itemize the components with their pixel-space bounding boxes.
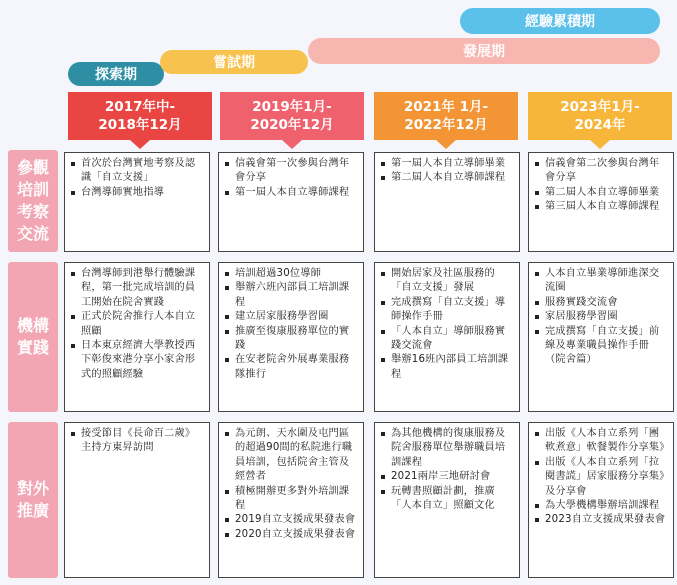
period-header: 2021年 1月- 2022年12月 <box>374 92 518 140</box>
period-header: 2023年1月- 2024年 <box>528 92 672 140</box>
event-list <box>69 267 205 382</box>
event-item: 第一屆人本自立導師畢業 <box>379 157 515 171</box>
event-item: 舉辦六班內部員工培訓課程 <box>223 281 359 310</box>
event-item: 第一屆人本自立導師課程 <box>223 186 359 200</box>
event-item: 推廣至復康服務單位的實踐 <box>223 325 359 354</box>
event-item: 正式於院舍推行人本自立照顧 <box>69 310 205 339</box>
event-list <box>223 157 359 200</box>
event-item: 出版《人本自立系列「拉閱書謊」居家服務分享集》及分享會 <box>533 456 669 499</box>
timeline-cell <box>218 152 364 252</box>
event-item: 信義會第二次參與台灣年會分享 <box>533 157 669 186</box>
event-item: 服務實踐交流會 <box>533 296 669 310</box>
event-item: 出版《人本自立系列「團軟煮意」軟餐製作分享集》 <box>533 427 669 456</box>
event-item: 第二屆人本自立導師課程 <box>379 171 515 185</box>
timeline-cell <box>374 152 520 252</box>
event-list <box>223 267 359 382</box>
event-list <box>533 427 669 528</box>
event-list <box>69 427 205 456</box>
phase-explore: 探索期 <box>68 62 164 86</box>
event-item: 接受節目《長命百二歲》主持方東昇訪問 <box>69 427 205 456</box>
row-label-practice: 機構 實踐 <box>8 262 58 412</box>
event-item: 建立居家服務學習圈 <box>223 310 359 324</box>
event-item: 人本自立畢業導師進深交流圈 <box>533 267 669 296</box>
event-item: 為其他機構的復康服務及院舍服務單位舉辦職員培訓課程 <box>379 427 515 470</box>
timeline-cell <box>218 262 364 412</box>
period-header: 2019年1月- 2020年12月 <box>220 92 364 140</box>
timeline-cell <box>528 422 674 578</box>
row-label-visits-training: 參觀 培訓 考察 交流 <box>8 150 58 252</box>
event-item: 在安老院舍外展專業服務隊推行 <box>223 353 359 382</box>
event-item: 家居服務學習圈 <box>533 310 669 324</box>
event-item: 開始居家及社區服務的「自立支援」發展 <box>379 267 515 296</box>
event-item: 積極開辦更多對外培訓課程 <box>223 485 359 514</box>
event-item: 玩轉書照顧計劃，推廣「人本自立」照顧文化 <box>379 485 515 514</box>
event-item: 「人本自立」導師服務實踐交流會 <box>379 325 515 354</box>
timeline-cell <box>64 152 210 252</box>
event-list <box>379 267 515 382</box>
event-item: 第二屆人本自立導師畢業 <box>533 186 669 200</box>
event-item: 2021兩岸三地研討會 <box>379 470 515 484</box>
event-item: 日本東京經濟大學教授西下彰俊來港分享小家舍形式的照顧經驗 <box>69 339 205 382</box>
event-item: 2019自立支援成果發表會 <box>223 513 359 527</box>
event-list <box>379 157 515 186</box>
event-item: 培訓超過30位導師 <box>223 267 359 281</box>
event-item: 首次於台灣實地考察及認識「自立支援」 <box>69 157 205 186</box>
phase-experience: 經驗累積期 <box>460 8 660 34</box>
event-item: 為大學機構舉辦培訓課程 <box>533 499 669 513</box>
event-item: 台灣導師到港舉行體驗課程，第一批完成培訓的員工開始在院舍實踐 <box>69 267 205 310</box>
event-list <box>69 157 205 200</box>
timeline-cell <box>64 422 210 578</box>
event-list <box>223 427 359 542</box>
timeline-cell <box>218 422 364 578</box>
timeline-cell <box>528 152 674 252</box>
event-item: 舉辦16班內部員工培訓課程 <box>379 353 515 382</box>
timeline-cell <box>374 422 520 578</box>
event-item: 第三屆人本自立導師課程 <box>533 200 669 214</box>
event-item: 2023自立支援成果發表會 <box>533 513 669 527</box>
event-item: 2020自立支援成果發表會 <box>223 528 359 542</box>
event-item: 完成撰寫「自立支援」前線及專業職員操作手冊（院舍篇） <box>533 325 669 368</box>
event-item: 為元朗、天水圍及屯門區的超過90間的私院進行職員培訓，包括院舍主管及經營者 <box>223 427 359 485</box>
event-item: 信義會第一次參與台灣年會分享 <box>223 157 359 186</box>
event-item: 完成撰寫「自立支援」導師操作手冊 <box>379 296 515 325</box>
phase-develop: 發展期 <box>308 38 660 64</box>
timeline-cell <box>528 262 674 412</box>
row-label-promotion: 對外 推廣 <box>8 422 58 578</box>
timeline-cell <box>374 262 520 412</box>
event-item: 台灣導師實地指導 <box>69 186 205 200</box>
period-header: 2017年中- 2018年12月 <box>68 92 212 140</box>
event-list <box>379 427 515 513</box>
phase-trial: 嘗試期 <box>160 50 308 74</box>
timeline-cell <box>64 262 210 412</box>
event-list <box>533 157 669 215</box>
event-list <box>533 267 669 368</box>
